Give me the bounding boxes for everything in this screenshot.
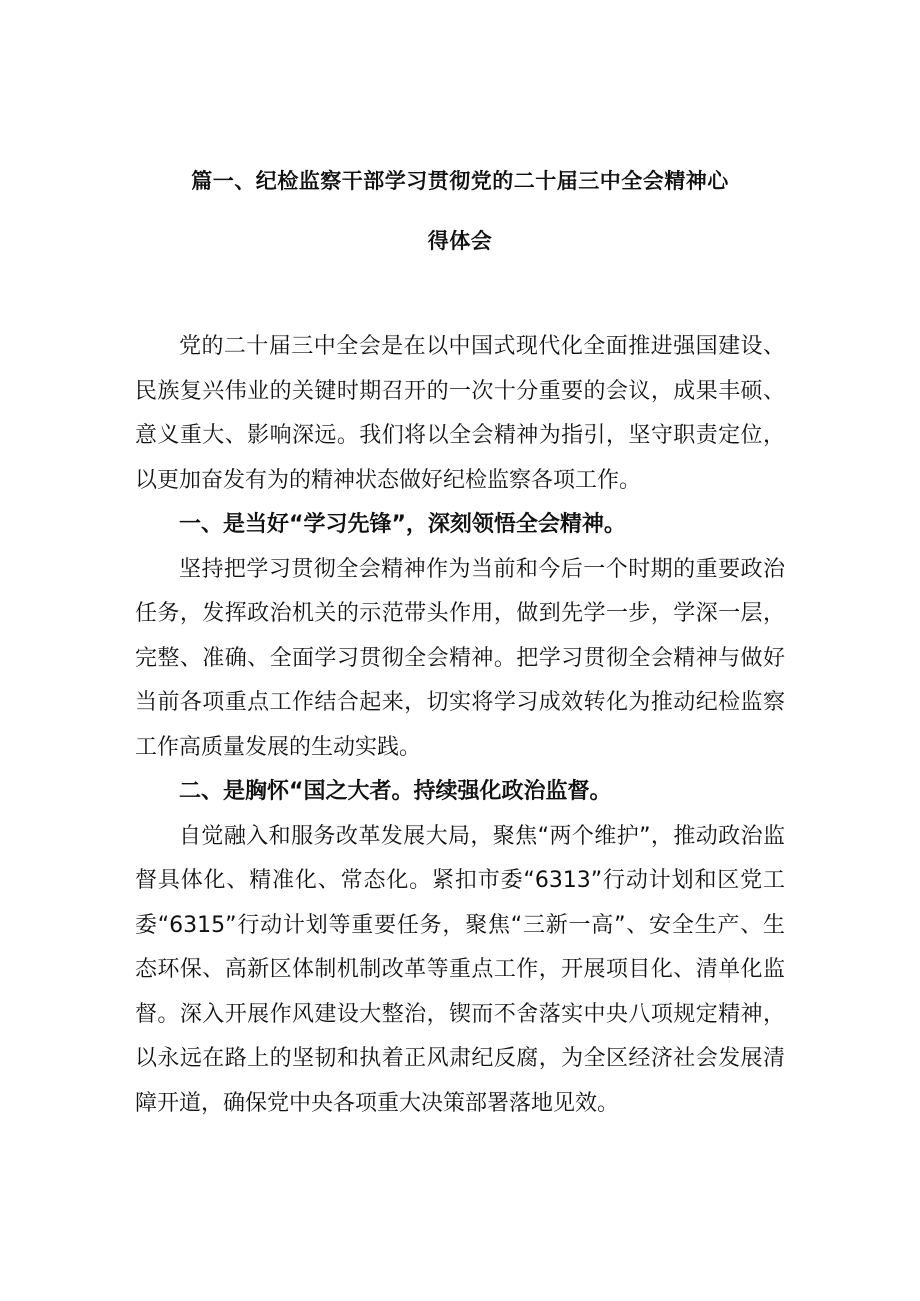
paragraph-section-1: 坚持把学习贯彻全会精神作为当前和今后一个时期的重要政治任务，发挥政治机关的示范带头作用，做到先学一步，学深一层，完整、准确、全面学习贯彻全会精神。把学习贯彻全会精神与做好当前各项重点工作结合起来，切实将学习成效转化为推动纪检监察工作高质量发展的生动实践。: [135, 556, 785, 760]
section-heading-1: 一、是当好“学习先锋”，深刻领悟全会精神。: [179, 512, 626, 537]
section-heading-2: 二、是胸怀“国之大者。持续强化政治监督。: [179, 779, 612, 804]
paragraph-section-2: 自觉融入和服务改革发展大局，聚焦“两个维护”，推动政治监督具体化、精准化、常态化。紧扣市委“6313”行动计划和区党工委“6315”行动计划等重要任务，聚焦“三新一高”、安全生产、生态环保、高新区体制机制改革等重点工作，开展项目化、清单化监督。深入开展作风建设大整治，锲而不舍落实中央八项规定精神，以永远在路上的坚韧和执着正风肃纪反腐，为全区经济社会发展清障开道，确保党中央各项重大决策部署落地见效。: [135, 823, 785, 1116]
document-body: [135, 325, 785, 1126]
document-title-line-2: 得体会: [427, 229, 493, 253]
document-title-line-1: 篇一、纪检监察干部学习贯彻党的二十届三中全会精神心: [191, 169, 729, 193]
paragraph-intro: 党的二十届三中全会是在以中国式现代化全面推进强国建设、民族复兴伟业的关键时期召开的一次十分重要的会议，成果丰硕、意义重大、影响深远。我们将以全会精神为指引，坚守职责定位，以更加奋发有为的精神状态做好纪检监察各项工作。: [135, 334, 785, 493]
